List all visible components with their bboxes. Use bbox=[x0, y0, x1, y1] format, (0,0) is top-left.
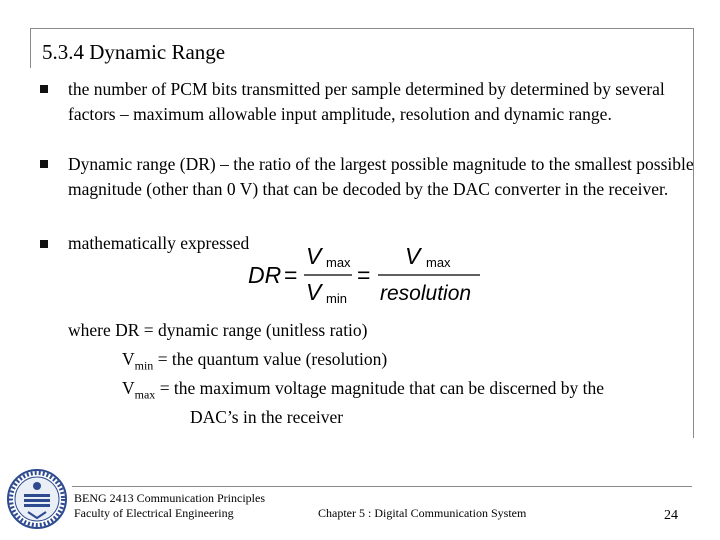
slide-title: 5.3.4 Dynamic Range bbox=[42, 40, 226, 64]
formula-numerator2-v: V bbox=[405, 243, 421, 269]
formula-numerator2-sub: max bbox=[426, 255, 451, 270]
where-line-vmin bbox=[122, 347, 387, 379]
footer-chapter: Chapter 5 : Digital Communication System bbox=[318, 506, 527, 520]
footer-course: BENG 2413 Communication Principles bbox=[74, 491, 265, 505]
university-seal-logo bbox=[6, 468, 68, 530]
formula-denominator-sub: min bbox=[326, 291, 347, 306]
formula-denominator-v: V bbox=[306, 279, 322, 305]
where-line-dac: DAC’s in the receiver bbox=[190, 407, 344, 427]
bullet-text-1: the number of PCM bits transmitted per sample determined by determined by several factors – maximum allowable input amplitude, resolution and dynamic range. bbox=[68, 79, 665, 124]
formula-numerator-v: V bbox=[306, 243, 322, 269]
bullet-square-icon bbox=[40, 85, 48, 93]
formula-equals-2: = bbox=[357, 262, 371, 288]
formula-lhs: DR bbox=[248, 262, 282, 288]
formula-numerator-sub: max bbox=[326, 255, 351, 270]
vmin-definition: = the quantum value (resolution) bbox=[153, 349, 388, 369]
where-line-vmax bbox=[122, 376, 604, 408]
vmin-subscript: min bbox=[134, 358, 154, 373]
footer-faculty: Faculty of Electrical Engineering bbox=[74, 506, 234, 520]
bullet-square-icon bbox=[40, 240, 48, 248]
formula-denominator2: resolution bbox=[380, 282, 472, 305]
frame-left-border bbox=[30, 28, 31, 68]
page-number: 24 bbox=[664, 508, 678, 523]
dynamic-range-formula bbox=[240, 240, 500, 310]
formula-equals-1: = bbox=[284, 262, 298, 288]
bullet-text-3: mathematically expressed bbox=[68, 233, 250, 253]
footer-divider bbox=[72, 486, 692, 487]
vmin-symbol: V bbox=[122, 349, 135, 369]
frame-top-border bbox=[30, 28, 694, 29]
bullet-text-2: Dynamic range (DR) – the ratio of the largest possible magnitude to the smallest possible magnitude (other than 0 V) that can be decoded by the DAC converter in the receiver. bbox=[68, 154, 694, 199]
bullet-square-icon bbox=[40, 160, 48, 168]
vmax-definition: = the maximum voltage magnitude that can be discerned by the bbox=[155, 378, 605, 398]
vmax-symbol: V bbox=[122, 378, 135, 398]
vmax-subscript: max bbox=[134, 387, 156, 402]
where-line-dr: where DR = dynamic range (unitless ratio) bbox=[68, 320, 368, 340]
